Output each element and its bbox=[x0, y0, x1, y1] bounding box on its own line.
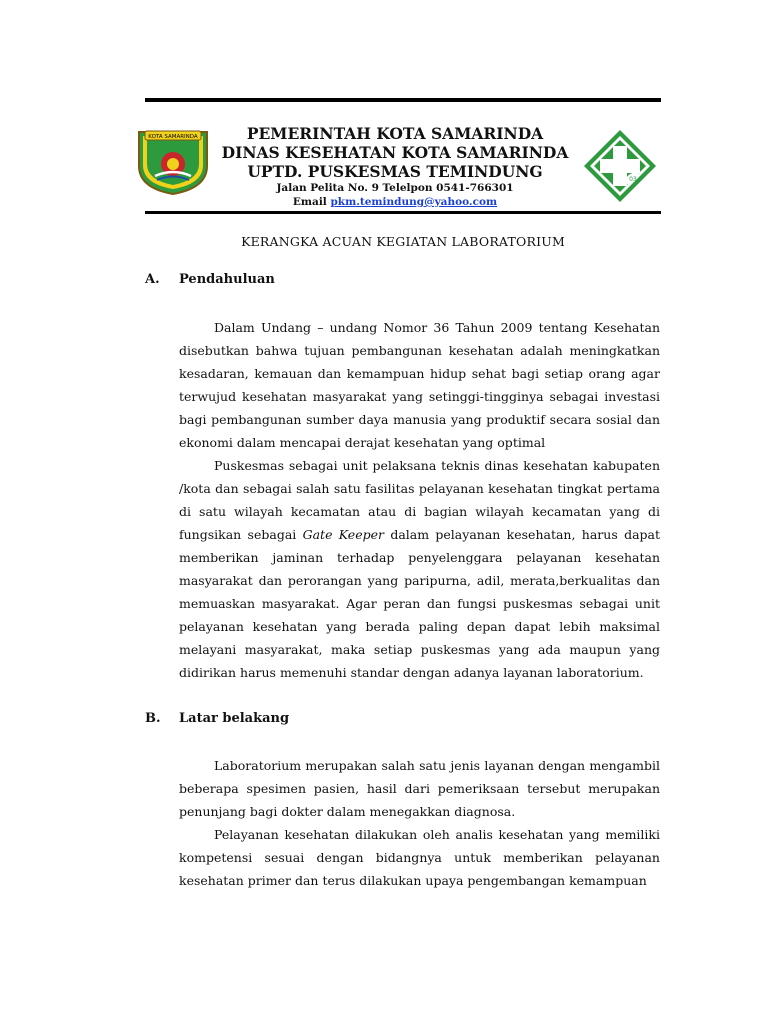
section-b-heading bbox=[145, 711, 289, 726]
paragraph-italic: Gate Keeper bbox=[302, 527, 384, 542]
email-label: Email bbox=[292, 196, 331, 208]
letterhead-bottom-rule bbox=[145, 211, 661, 214]
paragraph-text: dalam pelayanan kesehatan, harus dapat memberikan jaminan terhadap penyelenggara pelayanan kesehatan masyarakat dan perorangan yang paripurna, adil, merata,berkualitas dan memuaskan masyarakat. Agar peran dan fungsi puskesmas sebagai unit pelayanan kesehatan yang berada paling depan dapat lebih maksimal melayani masyarakat, maka setiap puskesmas yang ada maupun yang didirikan harus memenuhi standar dengan adanya layanan laboratorium. bbox=[179, 527, 660, 680]
paragraph: Dalam Undang – undang Nomor 36 Tahun 2009 tentang Kesehatan disebutkan bahwa tujuan pembangunan kesehatan adalah meningkatkan kesadaran, kemauan dan kemampuan hidup sehat bagi setiap orang agar terwujud kesehatan masyarakat yang setinggi-tingginya sebagai investasi bagi pembangunan sumber daya manusia yang produktif secara sosial dan ekonomi dalam mencapai derajat kesehatan yang optimal bbox=[179, 320, 660, 450]
right-logo-text: 03 bbox=[629, 176, 637, 183]
paragraph: Pelayanan kesehatan dilakukan oleh analis kesehatan yang memiliki kompetensi sesuai dengan bidangnya untuk memberikan pelayanan kesehatan primer dan terus dilakukan upaya pengembangan kemampuan bbox=[179, 827, 660, 888]
paragraph-text: Puskesmas sebagai unit pelaksana teknis dinas kesehatan kabupaten /kota dan sebagai salah satu fasilitas pelayanan kesehatan tingkat pertama di satu wilayah kecamatan atau di bagian wilayah kecamatan yang di fungsikan sebagai bbox=[179, 458, 660, 542]
section-number: A. bbox=[145, 272, 160, 287]
letterhead-line-3: UPTD. PUSKESMAS TEMINDUNG bbox=[247, 162, 543, 181]
section-title: Latar belakang bbox=[179, 711, 290, 726]
section-a-heading bbox=[145, 272, 275, 287]
paragraph: Laboratorium merupakan salah satu jenis layanan dengan mengambil beberapa spesimen pasien, hasil dari pemeriksaan tersebut merupakan penunjang bagi dokter dalam menegakkan diagnosa. bbox=[179, 758, 660, 819]
letterhead-line-1: PEMERINTAH KOTA SAMARINDA bbox=[246, 124, 544, 143]
letterhead-email-line bbox=[220, 195, 570, 209]
left-logo-text: KOTA SAMARINDA bbox=[148, 134, 198, 140]
letterhead-line-2: DINAS KESEHATAN KOTA SAMARINDA bbox=[221, 143, 569, 162]
section-number: B. bbox=[145, 711, 161, 726]
puskesmas-logo bbox=[582, 128, 658, 204]
email-link[interactable]: pkm.temindung@yahoo.com bbox=[330, 196, 498, 208]
letterhead-address: Jalan Pelita No. 9 Telelpon 0541-766301 bbox=[276, 182, 514, 194]
letterhead-top-rule bbox=[145, 98, 661, 102]
paragraph bbox=[179, 454, 660, 684]
document-title: KERANGKA ACUAN KEGIATAN LABORATORIUM bbox=[241, 234, 565, 249]
section-title: Pendahuluan bbox=[179, 272, 275, 287]
kota-samarinda-logo bbox=[135, 128, 211, 196]
letterhead bbox=[220, 124, 570, 209]
